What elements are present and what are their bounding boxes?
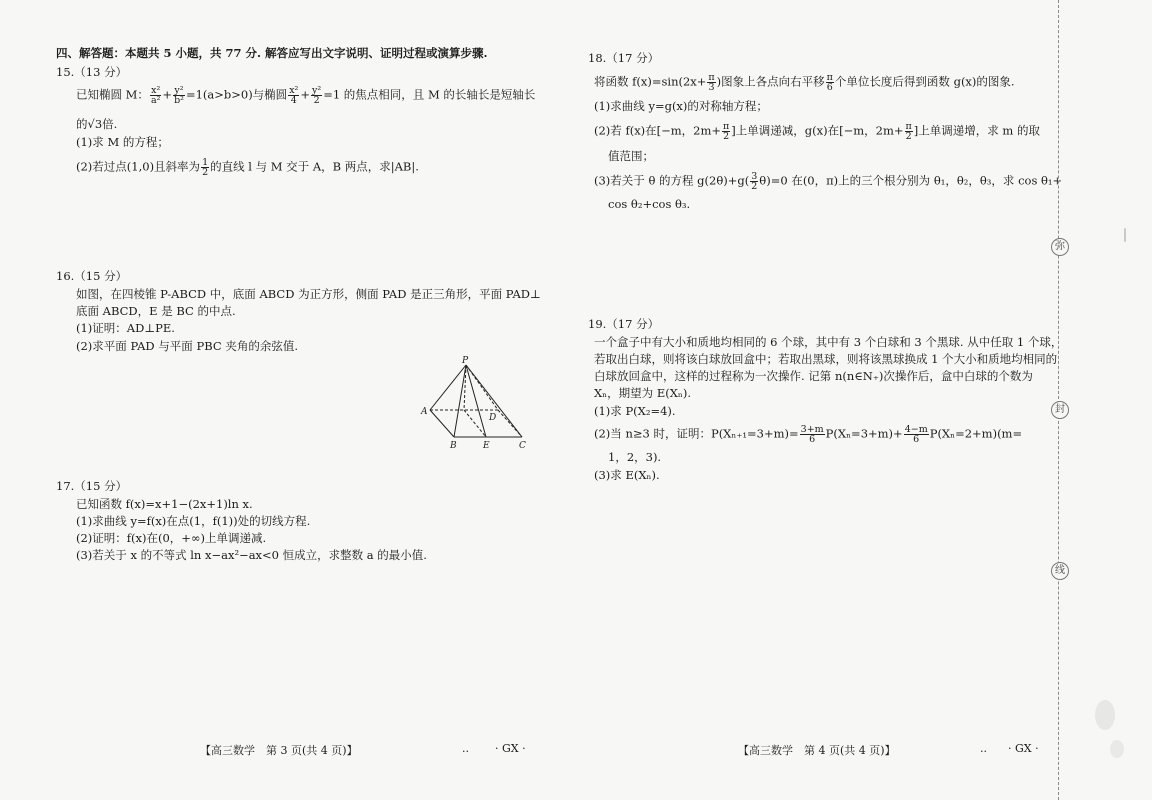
q18-text: ]上单调递增，求 m 的取: [913, 123, 1040, 138]
q17-part-1: (1)求曲线 y=f(x)在点(1，f(1))处的切线方程.: [76, 514, 311, 528]
q15-text: 的直线 l 与 M 交于 A，B 两点，求|AB|.: [210, 159, 419, 174]
q19-text: P(Xₙ=2+m)(m=: [929, 426, 1023, 441]
q18-line-last: cos θ₂+cos θ₃.: [608, 197, 691, 211]
label-C: C: [519, 441, 526, 450]
q15-text: =1(a>b>0)与椭圆: [185, 87, 288, 102]
q18-text: 个单位长度后得到函数 g(x)的图象.: [834, 74, 1015, 89]
q15-text: 已知椭圆 M：: [76, 87, 149, 102]
q17-heading: 17.（15 分）: [56, 479, 128, 493]
fraction: [201, 158, 209, 177]
right-footer-dots: ..: [980, 742, 987, 755]
denominator: 2: [723, 131, 730, 142]
q15-part-2: [76, 158, 419, 177]
label-B: B: [450, 441, 457, 450]
q19-line-2: 若取出白球，则将该白球放回盒中；若取出黑球，则将该黑球换成 1 个大小和质地均相同的: [594, 352, 1058, 366]
numerator: y²: [174, 85, 184, 96]
q18-text: (3)若关于 θ 的方程 g(2θ)+g(: [594, 173, 750, 188]
q18-text: ]上单调递减，g(x)在[−m，2m+: [731, 123, 904, 138]
numerator: y²: [312, 85, 322, 96]
numerator: 1: [202, 157, 209, 168]
q16-part-2: (2)求平面 PAD 与平面 PBC 夹角的余弦值.: [76, 339, 298, 353]
q18-part-2: [594, 122, 1040, 141]
denominator: 4: [290, 95, 297, 106]
q15-part-1: (1)求 M 的方程；: [76, 135, 169, 149]
q16-heading: 16.（15 分）: [56, 269, 128, 283]
fraction: [311, 86, 322, 105]
right-footer-tag: · GX ·: [1008, 742, 1039, 755]
label-P: P: [462, 356, 469, 366]
q16-line-1: 如图，在四棱锥 P-ABCD 中，底面 ABCD 为正方形，侧面 PAD 是正三角形，平面 PAD⊥: [76, 287, 541, 301]
q18-line-1: [594, 73, 1015, 92]
label-E: E: [483, 441, 490, 450]
numerator: 3+m: [800, 424, 824, 435]
q18-text: )图象上各点向右平移: [716, 74, 825, 89]
binding-line: [1058, 0, 1059, 800]
edge-DC: [498, 410, 522, 437]
q15-text: (2)若过点(1,0)且斜率为: [76, 159, 201, 174]
denominator: 2: [905, 131, 912, 142]
q15-heading: 15.（13 分）: [56, 65, 128, 79]
fraction: [150, 86, 161, 105]
scan-noise: [1095, 700, 1115, 730]
numerator: π: [723, 121, 730, 132]
q15-text: +: [300, 87, 310, 102]
q18-heading: 18.（17 分）: [588, 51, 660, 65]
label-A: A: [421, 407, 428, 417]
fraction: [288, 86, 299, 105]
q16-part-1: (1)证明：AD⊥PE.: [76, 321, 175, 335]
q17-line-1: 已知函数 f(x)=x+1−(2x+1)ln x.: [76, 497, 253, 511]
edge-PE: [466, 365, 486, 437]
q19-line-3: 白球放回盒中，这样的过程称为一次操作. 记第 n(n∈N₊)次操作后，盒中白球的个数为: [594, 369, 1033, 383]
label-D: D: [489, 413, 497, 423]
section-header: 四、解答题：本题共 5 小题，共 77 分. 解答应写出文字说明、证明过程或演算步骤.: [56, 46, 488, 60]
q19-part-2: [594, 425, 1022, 444]
numerator: π: [905, 121, 912, 132]
right-footer: 【高三数学 第 4 页(共 4 页)】: [738, 744, 896, 757]
numerator: x²: [151, 85, 161, 96]
q15-text: =1 的焦点相同，且 M 的长轴长是短轴长: [323, 87, 536, 102]
fraction: [707, 73, 715, 92]
numerator: x²: [289, 85, 299, 96]
q18-text: θ)=0 在(0，π)上的三个根分别为 θ₁，θ₂，θ₃，求 cos θ₁+: [759, 173, 1063, 188]
numerator: π: [826, 72, 833, 83]
denominator: 6: [826, 82, 833, 93]
pyramid-figure: [416, 354, 536, 450]
fraction: [722, 122, 730, 141]
fraction: [905, 122, 913, 141]
left-footer: 【高三数学 第 3 页(共 4 页)】: [200, 744, 358, 757]
q19-line-1: 一个盒子中有大小和质地均相同的 6 个球，其中有 3 个白球和 3 个黑球. 从中任取 1 个球，: [594, 335, 1063, 349]
q16-line-2: 底面 ABCD，E 是 BC 的中点.: [76, 304, 236, 318]
scan-noise: [1110, 740, 1124, 758]
q17-part-3: (3)若关于 x 的不等式 ln x−ax²−ax<0 恒成立，求整数 a 的最小值.: [76, 548, 427, 562]
q18-text: (2)若 f(x)在[−m，2m+: [594, 123, 722, 138]
numerator: π: [708, 72, 715, 83]
q19-heading: 19.（17 分）: [588, 317, 660, 331]
q15-line-1: [76, 86, 535, 105]
q19-line-m: 1，2，3).: [608, 450, 662, 464]
seal-mi: 弥: [1051, 238, 1069, 256]
q18-part-3: [594, 172, 1062, 191]
q19-text: P(Xₙ=3+m)+: [825, 426, 903, 441]
edge-PC: [466, 365, 522, 437]
left-footer-tag: · GX ·: [495, 742, 526, 755]
q17-part-2: (2)证明：f(x)在(0，+∞)上单调递减.: [76, 531, 267, 545]
denominator: a²: [150, 95, 161, 106]
seal-feng: 封: [1051, 401, 1069, 419]
denominator: 3: [708, 82, 715, 93]
fraction: [826, 73, 834, 92]
q19-line-4: Xₙ，期望为 E(Xₙ).: [594, 386, 692, 400]
q15-line-2: 的√3倍.: [76, 117, 118, 131]
scan-mark: [1124, 228, 1126, 242]
edge-PA: [430, 365, 466, 410]
denominator: 6: [809, 434, 816, 445]
edge-AB: [430, 410, 454, 437]
denominator: 2: [313, 95, 320, 106]
denominator: b²: [174, 95, 184, 106]
denominator: 2: [751, 181, 758, 192]
numerator: 3: [751, 171, 758, 182]
fraction: [750, 172, 758, 191]
fraction: [800, 425, 825, 444]
q18-text: 将函数 f(x)=sin(2x+: [594, 74, 707, 89]
q19-part-3: (3)求 E(Xₙ).: [594, 468, 660, 482]
q18-part-1: (1)求曲线 y=g(x)的对称轴方程；: [594, 99, 768, 113]
numerator: 4−m: [904, 424, 928, 435]
fraction: [904, 425, 929, 444]
q15-text: +: [162, 87, 173, 102]
seal-xian: 线: [1051, 562, 1069, 580]
q19-text: (2)当 n≥3 时，证明：P(Xₙ₊₁=3+m)=: [594, 426, 799, 441]
denominator: 2: [202, 167, 209, 178]
q18-line-range: 值范围；: [608, 149, 654, 163]
fraction: [173, 86, 185, 105]
q19-part-1: (1)求 P(X₂=4).: [594, 404, 676, 418]
denominator: 6: [913, 434, 920, 445]
left-footer-dots: ..: [462, 742, 469, 755]
